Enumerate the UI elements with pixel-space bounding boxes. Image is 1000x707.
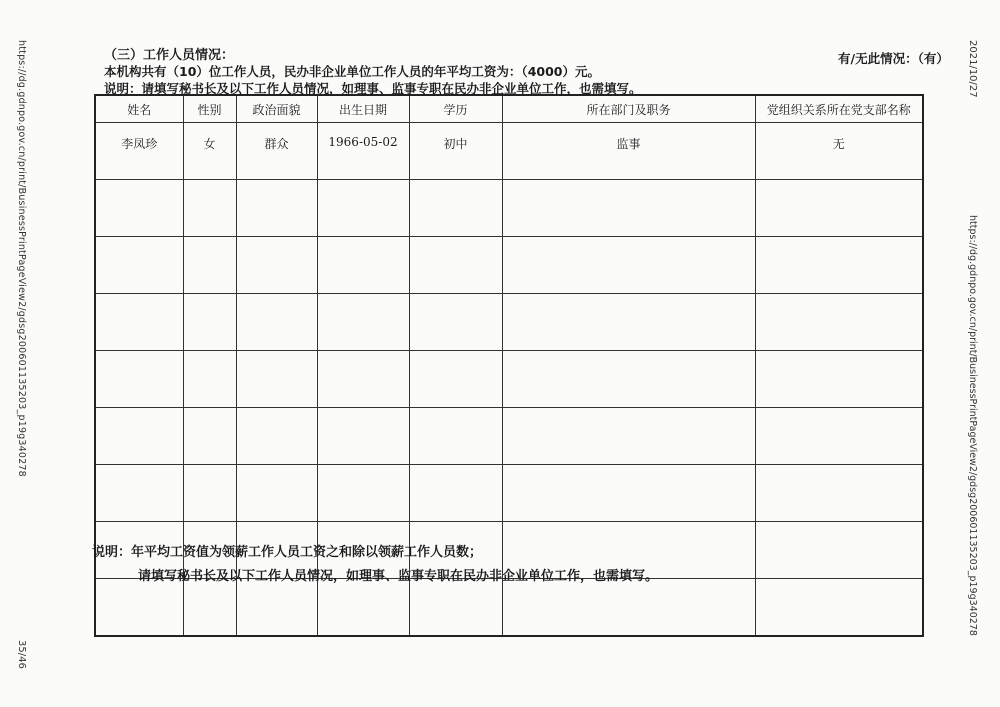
cell-department-position bbox=[502, 294, 755, 351]
cell-party-branch bbox=[755, 579, 923, 637]
cell-gender bbox=[183, 180, 236, 237]
table-row bbox=[95, 351, 923, 408]
footer-note-instruction: 请填写秘书长及以下工作人员情况，如理事、监事专职在民办非企业单位工作，也需填写。 bbox=[138, 569, 659, 584]
cell-gender bbox=[183, 237, 236, 294]
staff-line-suffix: ）元。 bbox=[562, 64, 600, 79]
cell-birth-date bbox=[317, 351, 409, 408]
table-row bbox=[95, 408, 923, 465]
cell-education: 初中 bbox=[409, 123, 502, 180]
cell-education bbox=[409, 579, 502, 637]
header-education: 学历 bbox=[409, 95, 502, 123]
table-header-row bbox=[95, 95, 923, 123]
print-url-left: https://dg.gdnpo.gov.cn/print/BusinessPrintPageView2/gdsg200601135203_p19g340278 bbox=[16, 40, 27, 477]
cell-education bbox=[409, 351, 502, 408]
page-number: 35/46 bbox=[16, 640, 27, 669]
cell-birth-date bbox=[317, 579, 409, 637]
cell-party-branch bbox=[755, 237, 923, 294]
cell-political-status bbox=[236, 579, 317, 637]
header-department-position: 所在部门及职务 bbox=[502, 95, 755, 123]
cell-education bbox=[409, 294, 502, 351]
cell-birth-date: 1966-05-02 bbox=[317, 123, 409, 180]
instruction-line: 说明：请填写秘书长及以下工作人员情况，如理事、监事专职在民办非企业单位工作，也需填写。 bbox=[104, 81, 642, 96]
cell-gender bbox=[183, 294, 236, 351]
cell-party-branch bbox=[755, 522, 923, 579]
cell-name bbox=[95, 465, 183, 522]
cell-name: 李凤珍 bbox=[95, 123, 183, 180]
cell-political-status bbox=[236, 237, 317, 294]
cell-name bbox=[95, 408, 183, 465]
section-heading: （三）工作人员情况： bbox=[104, 48, 235, 63]
table-row bbox=[95, 180, 923, 237]
staff-summary-line bbox=[104, 62, 600, 80]
header-political-status: 政治面貌 bbox=[236, 95, 317, 123]
cell-gender bbox=[183, 579, 236, 637]
table-row bbox=[95, 294, 923, 351]
cell-birth-date bbox=[317, 294, 409, 351]
cell-gender bbox=[183, 465, 236, 522]
cell-political-status bbox=[236, 351, 317, 408]
print-date: 2021/10/27 bbox=[967, 40, 978, 98]
cell-birth-date bbox=[317, 237, 409, 294]
cell-birth-date bbox=[317, 465, 409, 522]
cell-gender: 女 bbox=[183, 123, 236, 180]
cell-party-branch bbox=[755, 351, 923, 408]
cell-party-branch bbox=[755, 294, 923, 351]
print-url-right: https://dg.gdnpo.gov.cn/print/BusinessPrintPageView2/gdsg200601135203_p19g340278 bbox=[967, 215, 978, 636]
cell-party-branch: 无 bbox=[755, 123, 923, 180]
avg-salary: 4000 bbox=[527, 64, 563, 79]
cell-name bbox=[95, 351, 183, 408]
table-row bbox=[95, 237, 923, 294]
cell-name bbox=[95, 294, 183, 351]
staff-line-prefix: 本机构共有（ bbox=[104, 64, 180, 79]
table-row bbox=[95, 465, 923, 522]
cell-gender bbox=[183, 408, 236, 465]
cell-gender bbox=[183, 351, 236, 408]
has-situation-note: 有/无此情况：（有） bbox=[838, 51, 949, 66]
cell-education bbox=[409, 408, 502, 465]
cell-name bbox=[95, 180, 183, 237]
cell-department-position bbox=[502, 465, 755, 522]
cell-political-status bbox=[236, 294, 317, 351]
header-name: 姓名 bbox=[95, 95, 183, 123]
cell-education bbox=[409, 237, 502, 294]
cell-department-position bbox=[502, 237, 755, 294]
cell-political-status bbox=[236, 465, 317, 522]
cell-department-position bbox=[502, 579, 755, 637]
table-row bbox=[95, 123, 923, 180]
cell-department-position: 监事 bbox=[502, 123, 755, 180]
cell-education bbox=[409, 465, 502, 522]
cell-department-position bbox=[502, 351, 755, 408]
cell-birth-date bbox=[317, 408, 409, 465]
staff-count: 10 bbox=[179, 64, 197, 79]
cell-name bbox=[95, 579, 183, 637]
cell-political-status: 群众 bbox=[236, 123, 317, 180]
cell-education bbox=[409, 180, 502, 237]
cell-political-status bbox=[236, 180, 317, 237]
cell-name bbox=[95, 237, 183, 294]
table-row bbox=[95, 579, 923, 637]
cell-party-branch bbox=[755, 180, 923, 237]
cell-political-status bbox=[236, 408, 317, 465]
header-party-branch: 党组织关系所在党支部名称 bbox=[755, 95, 923, 123]
cell-birth-date bbox=[317, 180, 409, 237]
cell-department-position bbox=[502, 180, 755, 237]
cell-department-position bbox=[502, 408, 755, 465]
header-gender: 性别 bbox=[183, 95, 236, 123]
staff-line-middle: ）位工作人员，民办非企业单位工作人员的年平均工资为：（ bbox=[196, 64, 528, 79]
cell-party-branch bbox=[755, 408, 923, 465]
header-birth-date: 出生日期 bbox=[317, 95, 409, 123]
cell-party-branch bbox=[755, 465, 923, 522]
footer-note-salary: 说明：年平均工资值为领薪工作人员工资之和除以领薪工作人员数； bbox=[92, 545, 483, 560]
